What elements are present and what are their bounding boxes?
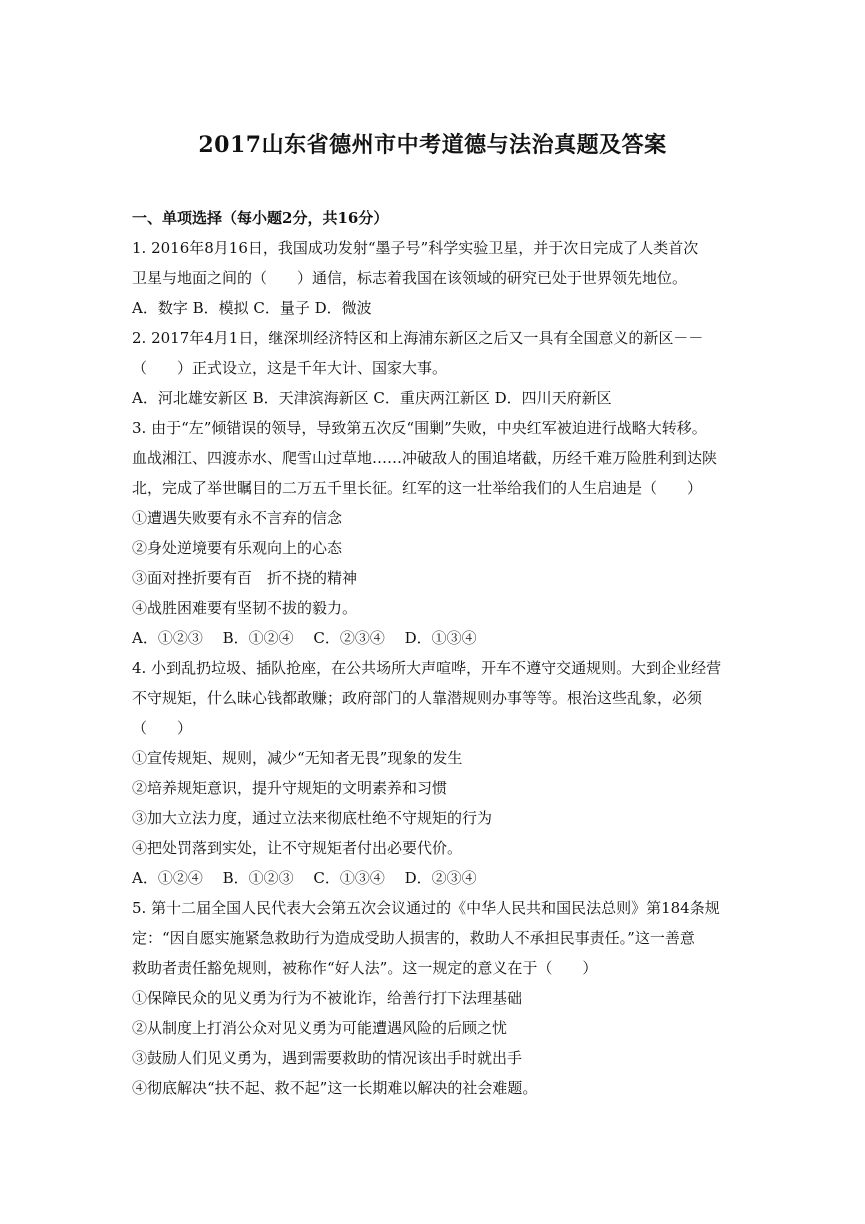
answer-options: A．①②③ B．①②④ C．②③④ D．①③④ xyxy=(132,629,477,647)
question-text: 4. 小到乱扔垃圾、插队抢座，在公共场所大声喧哗，开车不遵守交通规则。大到企业经营 xyxy=(132,659,722,677)
statement-4: ④彻底解决“扶不起、救不起”这一长期难以解决的社会难题。 xyxy=(132,1079,538,1097)
question-text: （ ）正式设立，这是千年大计、国家大事。 xyxy=(132,359,448,377)
statement-2: ②培养规矩意识，提升守规矩的文明素养和习惯 xyxy=(132,779,448,797)
question-text: 1. 2016年8月16日，我国成功发射“墨子号”科学实验卫星，并于次日完成了人类首次 xyxy=(132,239,699,257)
page-title: 2017山东省德州市中考道德与法治真题及答案 xyxy=(198,132,667,158)
question-text: 不守规矩，什么昧心钱都敢赚；政府部门的人靠潜规则办事等等。根治这些乱象，必须 xyxy=(132,689,703,707)
statement-2: ②身处逆境要有乐观向上的心态 xyxy=(132,539,343,557)
question-text: 3. 由于“左”倾错误的领导，导致第五次反“围剿”失败，中央红军被迫进行战略大转移。 xyxy=(132,419,707,437)
statement-3: ③鼓励人们见义勇为，遇到需要救助的情况该出手时就出手 xyxy=(132,1049,523,1067)
statement-4: ④把处罚落到实处，让不守规矩者付出必要代价。 xyxy=(132,839,463,857)
question-text: 北，完成了举世瞩目的二万五千里长征。红军的这一壮举给我们的人生启迪是（ ） xyxy=(132,479,703,497)
statement-3: ③加大立法力度，通过立法来彻底杜绝不守规矩的行为 xyxy=(132,809,493,827)
statement-2: ②从制度上打消公众对见义勇为可能遭遇风险的后顾之忧 xyxy=(132,1019,508,1037)
section-heading: 一、单项选择（每小题2分，共16分） xyxy=(132,209,389,227)
statement-3: ③面对挫折要有百 折不挠的精神 xyxy=(132,569,358,587)
answer-options: A．数字 B．模拟 C．量子 D．微波 xyxy=(132,299,372,317)
answer-options: A．①②④ B．①②③ C．①③④ D．②③④ xyxy=(132,869,477,887)
question-text: 定：“因自愿实施紧急救助行为造成受助人损害的，救助人不承担民事责任。”这一善意 xyxy=(132,929,695,947)
question-text: 血战湘江、四渡赤水、爬雪山过草地……冲破敌人的围追堵截，历经千难万险胜利到达陕 xyxy=(132,449,718,467)
statement-1: ①宣传规矩、规则，减少“无知者无畏”现象的发生 xyxy=(132,749,463,767)
answer-options: A．河北雄安新区 B．天津滨海新区 C．重庆两江新区 D．四川天府新区 xyxy=(132,389,612,407)
statement-1: ①遭遇失败要有永不言弃的信念 xyxy=(132,509,343,527)
question-text: 5. 第十二届全国人民代表大会第五次会议通过的《中华人民共和国民法总则》第184条规 xyxy=(132,899,720,917)
statement-4: ④战胜困难要有坚韧不拔的毅力。 xyxy=(132,599,358,617)
question-5 xyxy=(132,893,742,1103)
question-1 xyxy=(132,233,742,323)
question-text: 卫星与地面之间的（ ）通信，标志着我国在该领域的研究已处于世界领先地位。 xyxy=(132,269,688,287)
question-4 xyxy=(132,653,742,893)
statement-1: ①保障民众的见义勇为行为不被讹诈，给善行打下法理基础 xyxy=(132,989,523,1007)
question-3 xyxy=(132,413,742,653)
question-text: （ ） xyxy=(132,719,193,737)
question-2 xyxy=(132,323,742,413)
question-text: 救助者责任豁免规则，被称作“好人法”。这一规定的意义在于（ ） xyxy=(132,959,598,977)
question-text: 2. 2017年4月1日，继深圳经济特区和上海浦东新区之后又一具有全国意义的新区－－ xyxy=(132,329,704,347)
document-body xyxy=(132,203,742,1103)
